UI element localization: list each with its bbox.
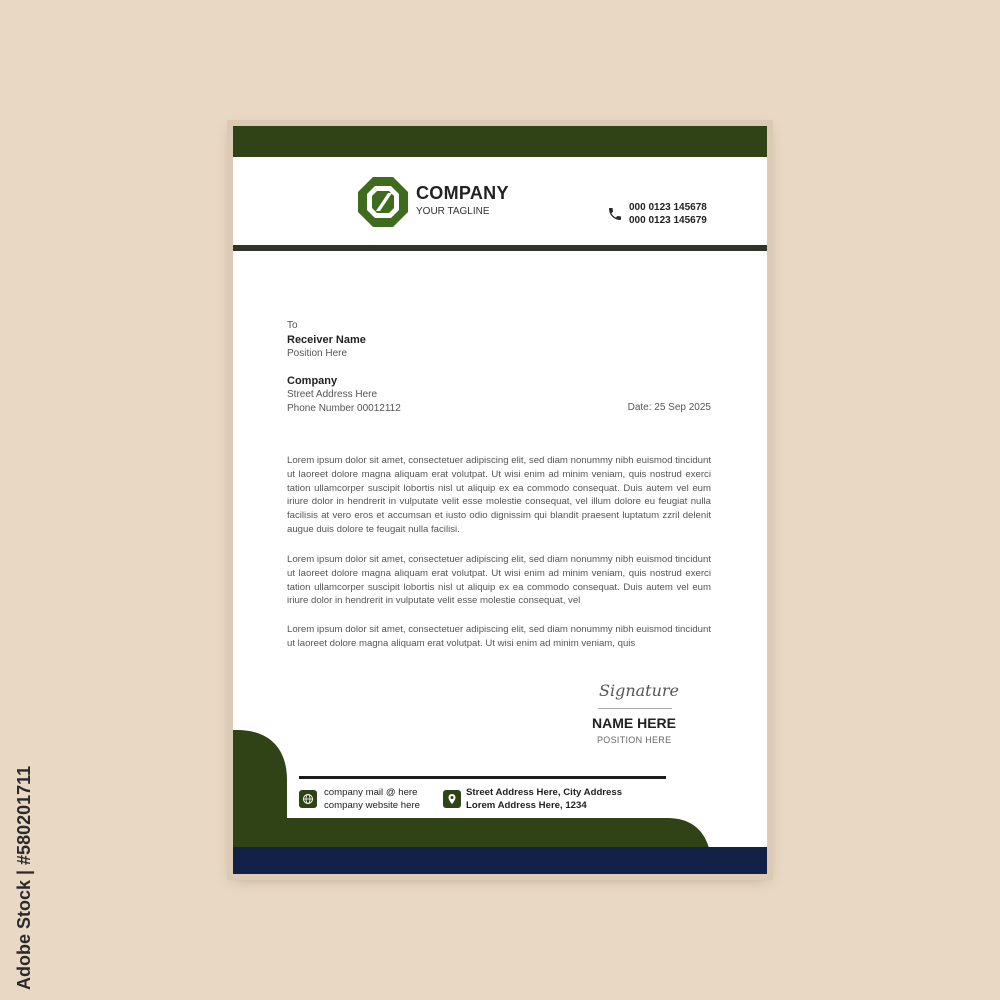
footer-contact <box>324 787 420 812</box>
phone-number-1: 000 0123 145678 <box>629 202 707 213</box>
signature-line <box>598 708 672 709</box>
letter-date: Date: 25 Sep 2025 <box>627 402 711 413</box>
to-label: To <box>287 320 298 331</box>
phone-numbers <box>629 202 707 227</box>
receiver-position: Position Here <box>287 348 348 359</box>
company-mail: company mail @ here <box>324 787 418 798</box>
body-paragraph-2: Lorem ipsum dolor sit amet, consectetuer adipiscing elit, sed diam nonummy nibh euismod tincidunt ut laoreet dolore magna aliquam erat volutpat. Ut wisi enim ad minim veniam, quis nostrud exerci tation ullamcorper suscipit lobortis nisl ut aliquip ex ea commodo consequat. Duis autem vel eum iriure dolor in hendrerit in vulputate velit esse molestie consequat, vel <box>287 554 711 607</box>
header-divider <box>233 245 767 251</box>
signatory-position: POSITION HERE <box>597 735 672 745</box>
stock-id-text: Adobe Stock | #580201711 <box>14 765 34 990</box>
company-website: company website here <box>324 799 420 811</box>
company-tagline: YOUR TAGLINE <box>416 206 490 217</box>
signatory-name: NAME HERE <box>592 715 677 731</box>
body-paragraph-1: Lorem ipsum dolor sit amet, consectetuer adipiscing elit, sed diam nonummy nibh euismod tincidunt ut laoreet dolore magna aliquam erat volutpat. Ut wisi enim ad minim veniam, quis nostrud exerci tation ullamcorper suscipit lobortis nisl ut aliquip ex ea commodo consequat. Duis autem vel eum iriure dolor in hendrerit in vulputate velit esse molestie consequat, vel illum dolore eu feugiat nulla facilisis at vero eros et accumsan et iusto odio dignissim qui blandit praesent luptatum zzril delenit augue duis dolore te feugait nulla facilisi. <box>287 455 711 535</box>
footer-address <box>466 787 622 812</box>
body-paragraph-3: Lorem ipsum dolor sit amet, consectetuer adipiscing elit, sed diam nonummy nibh euismod tincidunt ut laoreet dolore magna aliquam erat volutpat. Ut wisi enim ad minim veniam, quis <box>287 624 711 649</box>
address-line-2: Lorem Address Here, 1234 <box>466 799 587 811</box>
sender-street: Street Address Here <box>287 389 378 400</box>
sender-company: Company <box>287 375 338 387</box>
footer-navy-band <box>233 847 767 874</box>
globe-icon <box>299 790 317 808</box>
sender-block <box>287 374 401 416</box>
top-band <box>233 126 767 157</box>
sender-phone: Phone Number 00012112 <box>287 403 401 414</box>
phone-number-2: 000 0123 145679 <box>629 214 707 226</box>
company-name: COMPANY <box>416 183 509 203</box>
location-pin-icon <box>443 790 461 808</box>
stock-id-label <box>12 765 34 990</box>
company-logo-icon <box>357 176 409 228</box>
letterhead-sheet <box>233 126 767 874</box>
recipient-block <box>287 319 366 361</box>
address-line-1: Street Address Here, City Address <box>466 787 623 798</box>
phone-icon <box>607 206 623 222</box>
footer-divider <box>299 776 666 779</box>
signature-script: Signature <box>599 681 680 700</box>
receiver-name: Receiver Name <box>287 334 366 346</box>
